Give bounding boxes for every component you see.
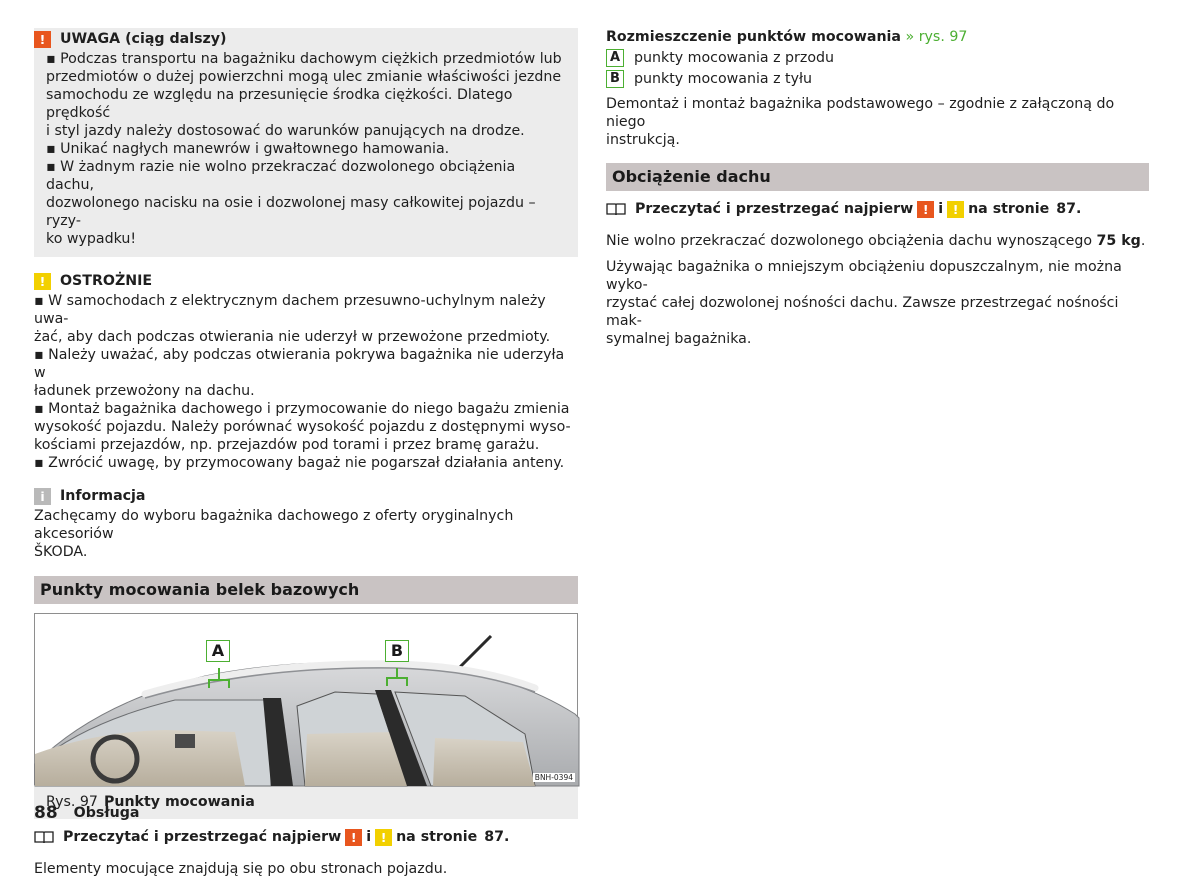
capacity-line: Używając bagażnika o mniejszym obciążeniu dopuszczalnym, nie można wyko-: [606, 259, 1122, 293]
warning-line: dozwolonego nacisku na osie i dozwolonej masy całkowitej pojazdu – ryzy-: [46, 195, 536, 229]
mount-paragraph: [606, 95, 1149, 149]
info-heading: [34, 485, 578, 507]
figure-title: Punkty mocowania: [103, 794, 255, 810]
legend-text: punkty mocowania z tyłu: [634, 70, 813, 87]
warning-heading: [34, 28, 566, 50]
read-first-and: i: [366, 829, 372, 845]
book-icon: [606, 202, 626, 216]
figure-label-b: B: [385, 640, 409, 662]
caution-line: kościami przejazdów, np. przejazdów pod torami i przez bramę garażu.: [34, 437, 540, 453]
warning-box: [34, 28, 578, 257]
read-first-and: i: [938, 201, 944, 217]
info-line: ŠKODA.: [34, 544, 88, 560]
exclamation-icon: !: [34, 273, 51, 290]
read-first-text: Przeczytać i przestrzegać najpierw: [635, 201, 914, 217]
figure-label-a: A: [206, 640, 230, 662]
capacity-line: symalnej bagażnika.: [606, 331, 752, 347]
section-heading: Obciążenie dachu: [606, 163, 1149, 191]
warning-ref-icon: !: [345, 829, 362, 846]
caution-line: wysokość pojazdu. Należy porównać wysokość pojazdu z dostępnymi wyso-: [34, 419, 571, 435]
caution-line: ▪ Zwrócić uwagę, by przymocowany bagaż nie pogarszał działania anteny.: [34, 455, 565, 471]
chapter-name: Obsługa: [73, 805, 140, 821]
info-block: [34, 485, 578, 561]
caution-ref-icon: !: [375, 829, 392, 846]
legend-text: punkty mocowania z przodu: [634, 49, 835, 66]
capacity-line: rzystać całej dozwolonej nośności dachu. Zawsze przestrzegać nośności mak-: [606, 295, 1119, 329]
info-title: Informacja: [60, 488, 146, 504]
exclamation-icon: !: [34, 31, 51, 48]
mount-line: Demontaż i montaż bagażnika podstawowego – zgodnie z załączoną do niego: [606, 96, 1115, 130]
load-end: .: [1140, 233, 1146, 249]
car-illustration: [35, 614, 579, 786]
warning-ref-icon: !: [917, 201, 934, 218]
info-body: [34, 507, 578, 561]
caution-line: ▪ Należy uważać, aby podczas otwierania pokrywa bagażnika nie uderzyła w: [34, 347, 565, 381]
warning-line: przedmiotów o dużej powierzchni mogą ulec zmianie właściwości jezdne: [46, 69, 562, 85]
load-text: Nie wolno przekraczać dozwolonego obciążenia dachu wynoszącego: [606, 233, 1093, 249]
legend-item: [606, 47, 1149, 68]
page-ref-text: na stronie: [968, 201, 1050, 217]
warning-line: samochodu ze względu na przesunięcie środka ciężkości. Dlatego prędkość: [46, 87, 513, 121]
caution-line: ▪ W samochodach z elektrycznym dachem przesuwno-uchylnym należy uwa-: [34, 293, 546, 327]
dash-display: [175, 734, 195, 748]
read-first-text: Przeczytać i przestrzegać najpierw: [63, 829, 342, 845]
warning-line: ▪ Unikać nagłych manewrów i gwałtownego hamowania.: [46, 141, 450, 157]
mount-line: instrukcją.: [606, 132, 680, 148]
page-ref-number: 87.: [484, 829, 510, 845]
figure-reference-link[interactable]: » rys. 97: [905, 29, 968, 45]
caution-line: ▪ Montaż bagażnika dachowego i przymocowanie do niego bagażu zmienia: [34, 401, 570, 417]
caution-block: [34, 270, 578, 472]
legend-item: [606, 68, 1149, 89]
section-heading: Punkty mocowania belek bazowych: [34, 576, 578, 604]
left-column: [34, 28, 578, 878]
figure-code: BNH-0394: [534, 773, 573, 782]
warning-title: UWAGA (ciąg dalszy): [60, 31, 227, 47]
layout-heading: Rozmieszczenie punktów mocowania: [606, 29, 901, 45]
book-icon: [34, 830, 54, 844]
legend-key-b: B: [606, 70, 624, 88]
warning-line: ko wypadku!: [46, 231, 137, 247]
right-column: [606, 28, 1149, 348]
page-ref-number: 87.: [1056, 201, 1082, 217]
caution-heading: [34, 270, 578, 292]
page-ref-text: na stronie: [396, 829, 478, 845]
load-value: 75 kg: [1096, 233, 1141, 249]
info-line: Zachęcamy do wyboru bagażnika dachowego z oferty oryginalnych akcesoriów: [34, 508, 514, 542]
info-icon: i: [34, 488, 51, 505]
warning-body: [46, 50, 566, 248]
capacity-paragraph: [606, 258, 1149, 348]
caution-line: żać, aby dach podczas otwierania nie uderzył w przewożone przedmioty.: [34, 329, 551, 345]
page-number: 88: [34, 803, 58, 823]
read-first-reference: [606, 199, 1149, 219]
caution-ref-icon: !: [947, 201, 964, 218]
layout-heading-line: [606, 28, 1149, 46]
legend-key-a: A: [606, 49, 624, 67]
rear-seat: [433, 738, 535, 786]
read-first-reference: [34, 827, 578, 847]
caution-title: OSTROŻNIE: [60, 273, 153, 289]
page-footer: [34, 804, 139, 822]
warning-line: ▪ W żadnym razie nie wolno przekraczać dozwolonego obciążenia dachu,: [46, 159, 516, 193]
caution-line: ładunek przewożony na dachu.: [34, 383, 255, 399]
caution-body: [34, 292, 578, 472]
warning-line: i styl jazdy należy dostosować do warunków panujących na drodze.: [46, 123, 525, 139]
figure-number: Rys. 97: [46, 794, 98, 810]
warning-line: ▪ Podczas transportu na bagażniku dachowym ciężkich przedmiotów lub: [46, 51, 562, 67]
body-text: Elementy mocujące znajdują się po obu stronach pojazdu.: [34, 861, 448, 877]
load-paragraph: [606, 232, 1149, 250]
figure-car-roof: [34, 613, 578, 785]
